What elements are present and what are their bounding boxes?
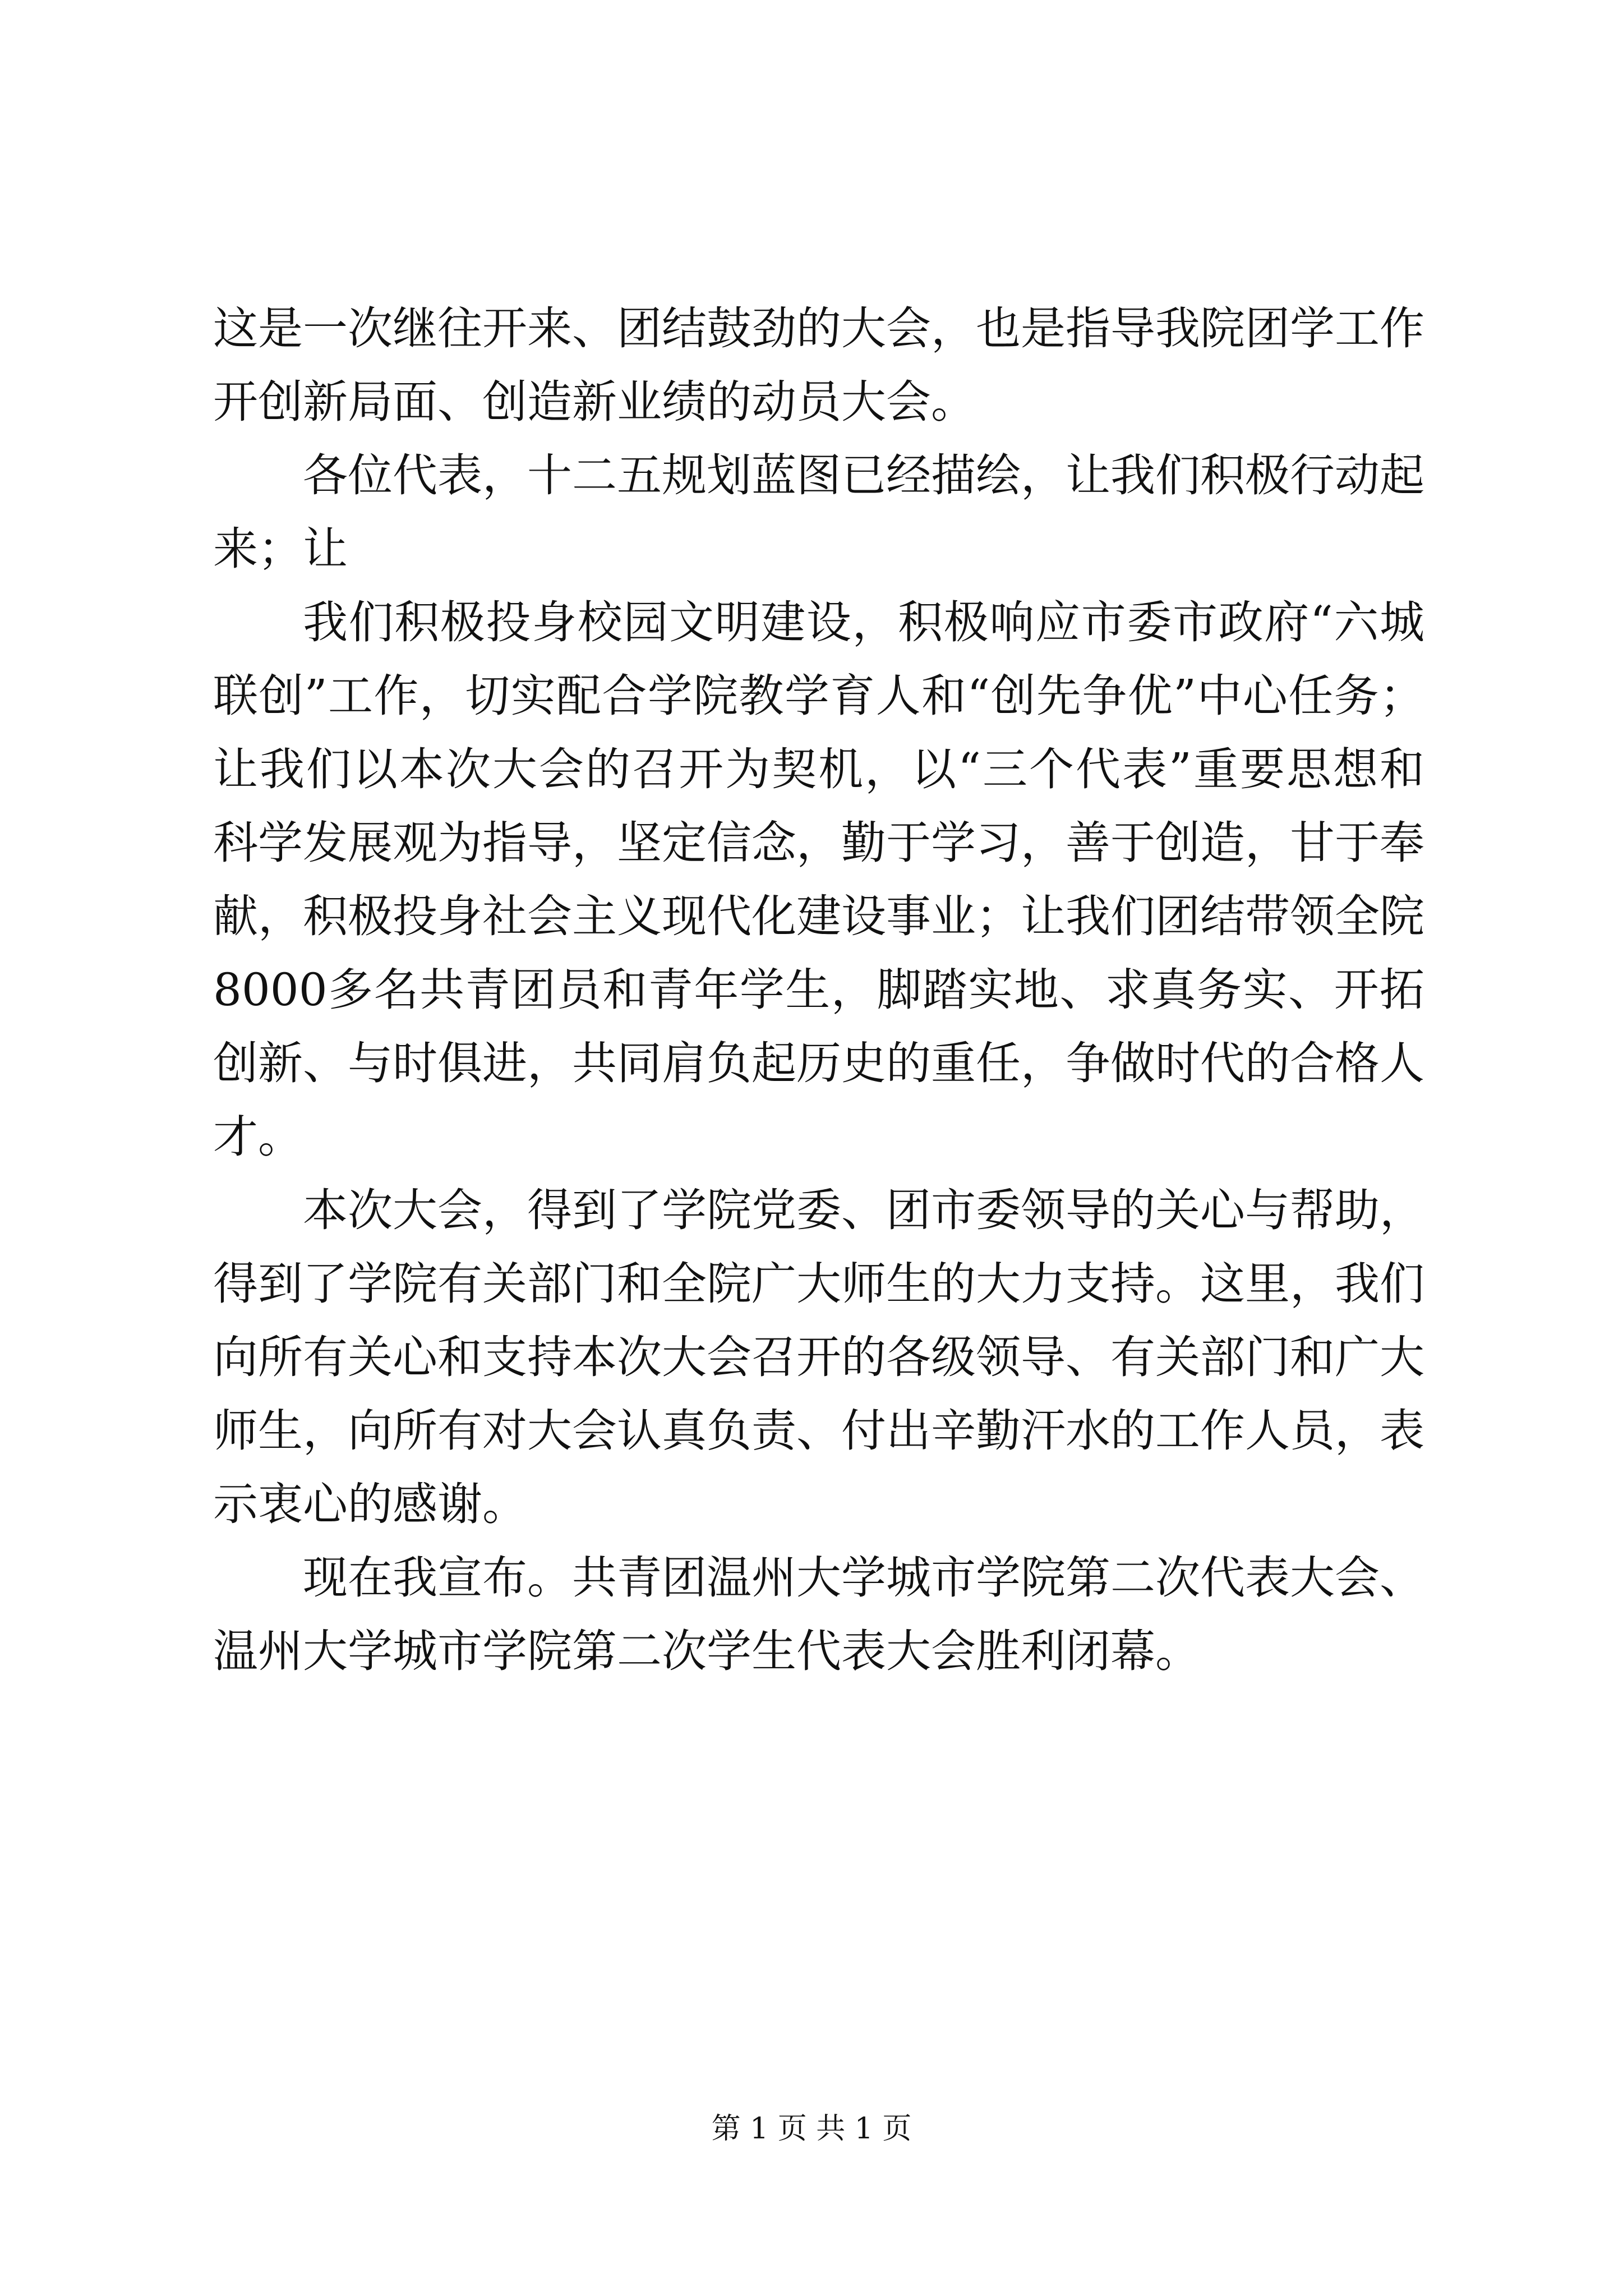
paragraph-5: 现在我宣布。共青团温州大学城市学院第二次代表大会、温州大学城市学院第二次学生代表大会胜利闭幕。 [213, 1552, 1424, 1677]
paragraph-1: 这是一次继往开来、团结鼓劲的大会，也是指导我院团学工作开创新局面、创造新业绩的动员大会。 [213, 302, 1424, 428]
document-body [213, 292, 1424, 1688]
paragraph-3: 我们积极投身校园文明建设，积极响应市委市政府“六城联创”工作，切实配合学院教学育人和“创先争优”中心任务；让我们以本次大会的召开为契机，以“三个代表”重要思想和科学发展观为指导，坚定信念，勤于学习，善于创造，甘于奉献，积极投身社会主义现代化建设事业；让我们团结带领全院8000多名共青团员和青年学生，脚踏实地、求真务实、开拓创新、与时俱进，共同肩负起历史的重任，争做时代的合格人才。 [213, 596, 1424, 1163]
page-footer: 第 1 页 共 1 页 [711, 2112, 912, 2146]
paragraph-4: 本次大会，得到了学院党委、团市委领导的关心与帮助，得到了学院有关部门和全院广大师生的大力支持。这里，我们向所有关心和支持本次大会召开的各级领导、有关部门和广大师生，向所有对大会认真负责、付出辛勤汗水的工作人员，表示衷心的感谢。 [213, 1184, 1424, 1530]
paragraph-2: 各位代表，十二五规划蓝图已经描绘，让我们积极行动起来；让 [213, 449, 1424, 575]
